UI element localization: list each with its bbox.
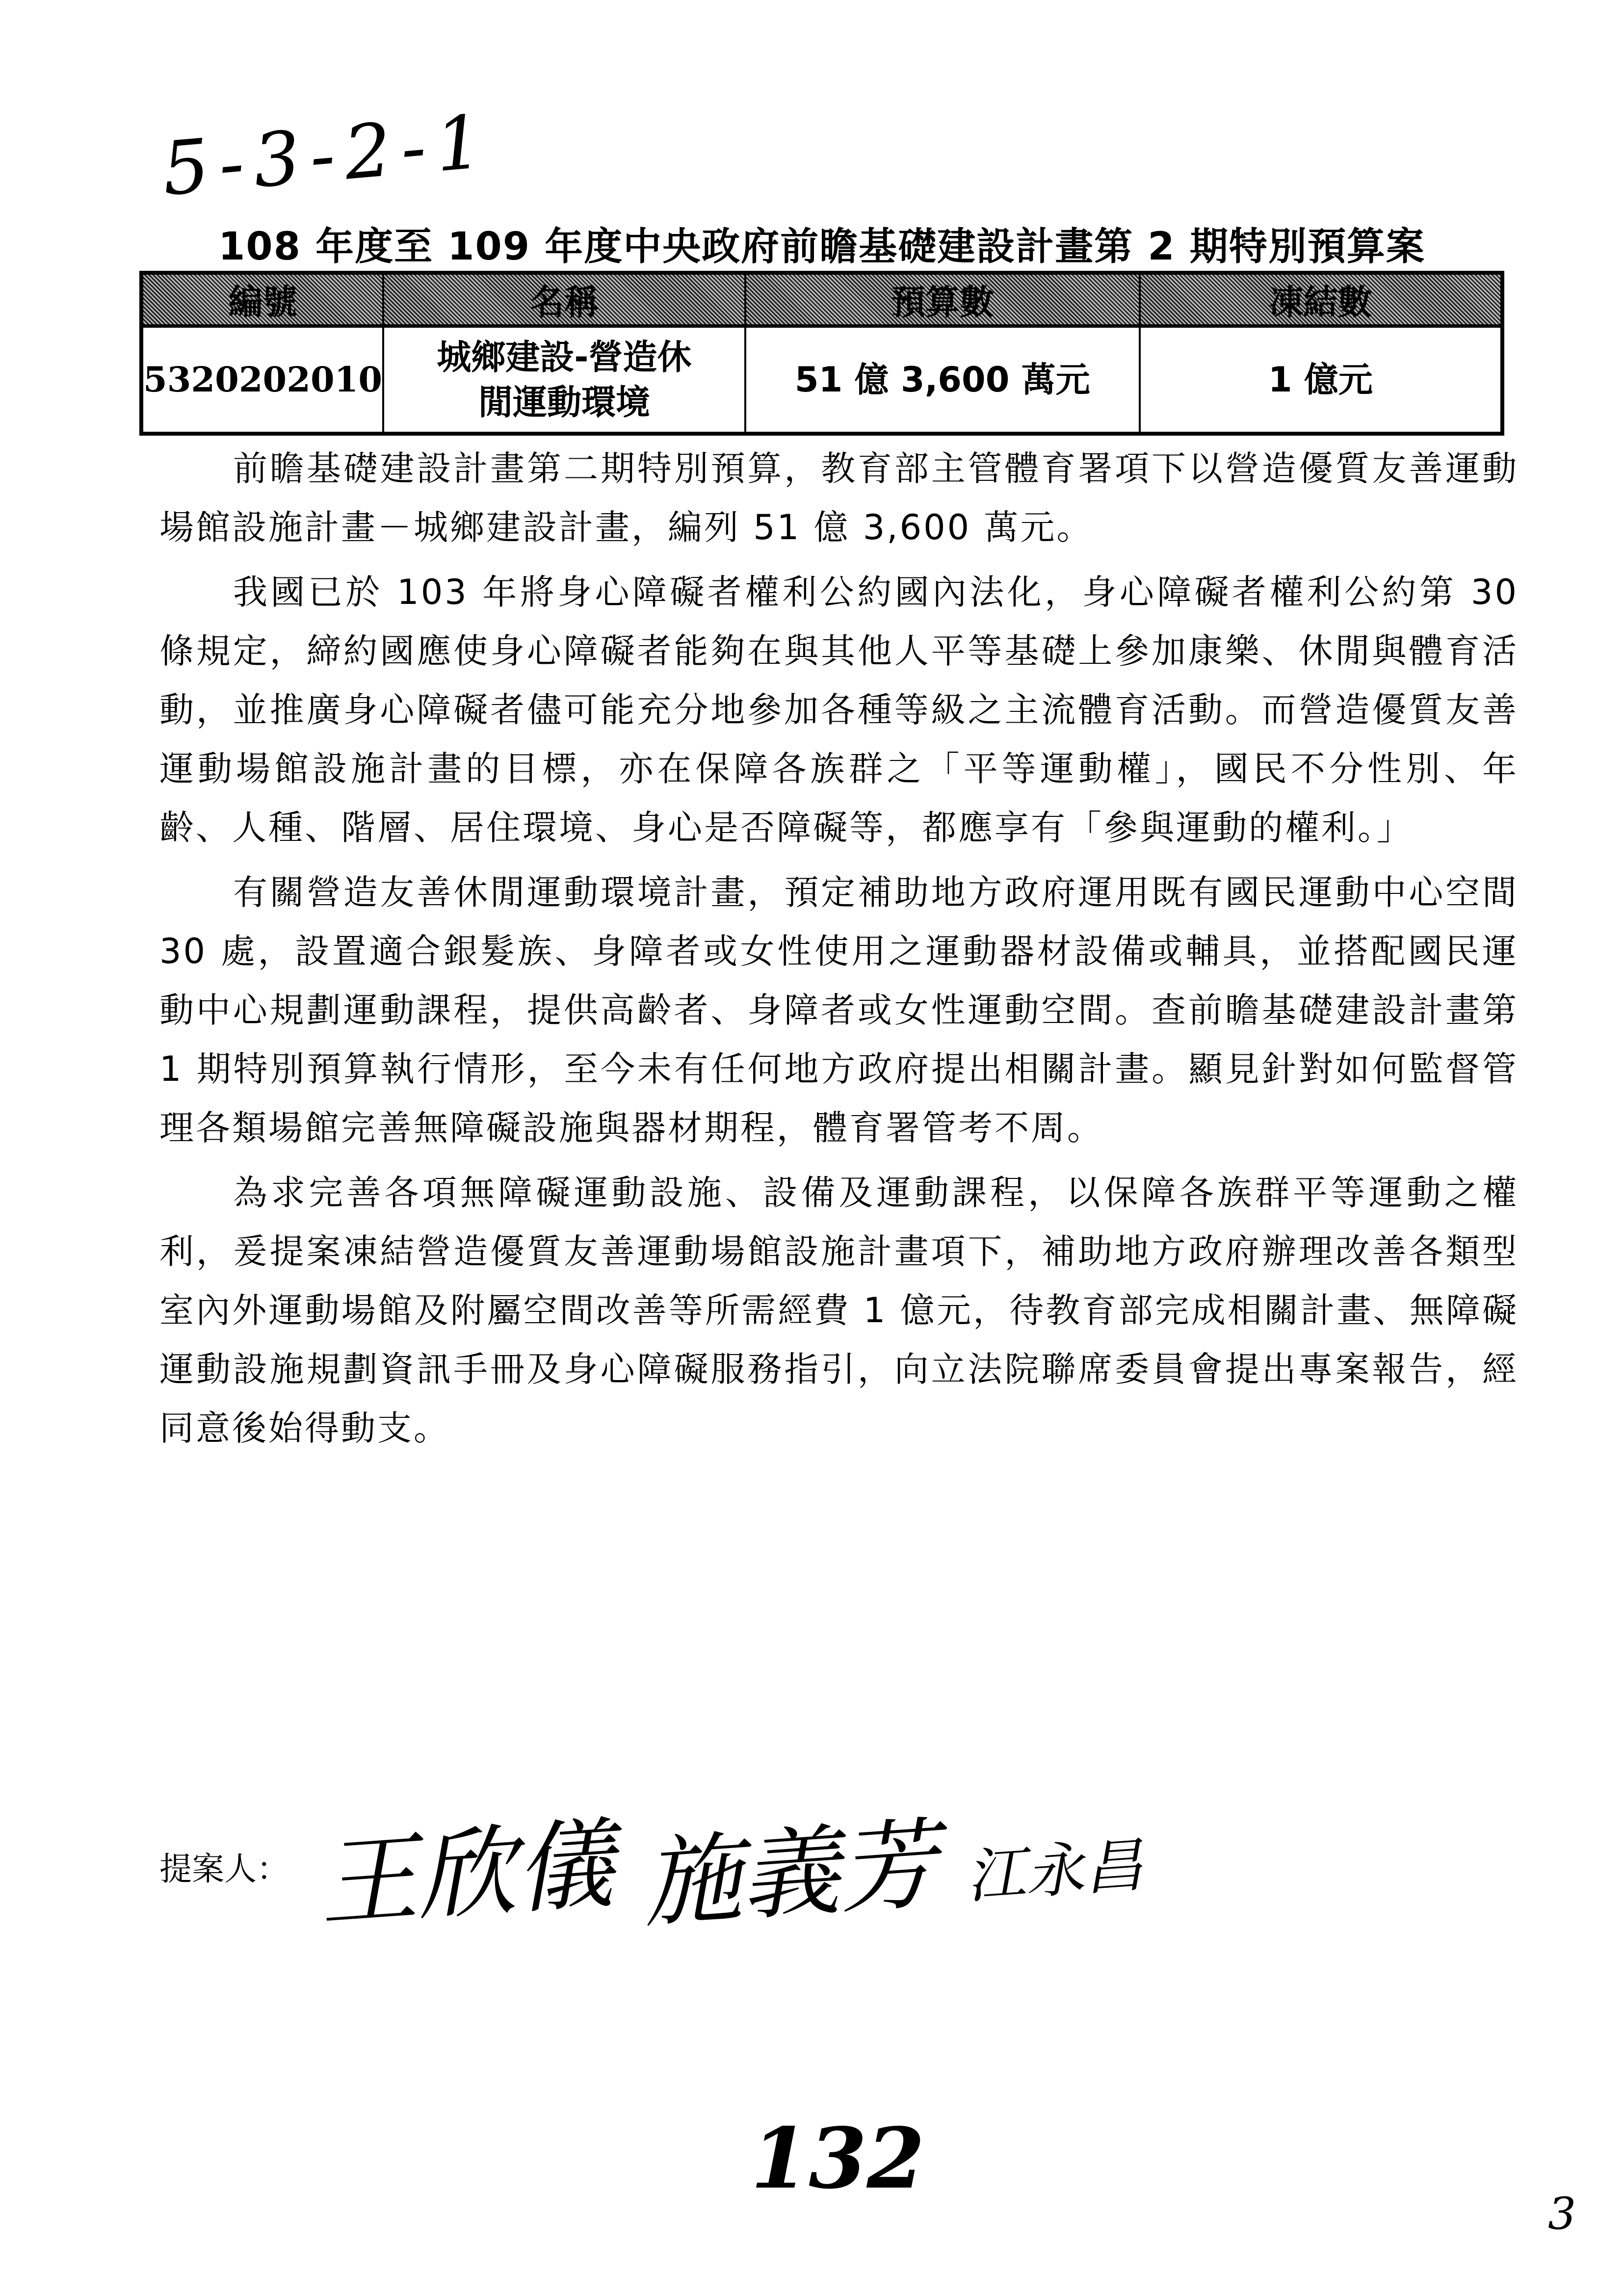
handwritten-file-number: 5-3-2-1 (158, 98, 496, 213)
cell-name (383, 326, 745, 434)
signature-2: 施義芳 (639, 1807, 941, 1942)
cell-budget: 51 億 3,600 萬元 (745, 326, 1140, 434)
header-code: 編號 (141, 273, 383, 326)
paragraph-2: 我國已於 103 年將身心障礙者權利公約國內法化，身心障礙者權利公約第 30 條規定，締約國應使身心障礙者能夠在與其他人平等基礎上參加康樂、休閒與體育活動，並推廣身心障礙者儘可能充分地參加各種等級之主流體育活動。而營造優質友善運動場館設施計畫的目標，亦在保障各族群之「平等運動權」，國民不分性別、年齡、人種、階層、居住環境、身心是否障礙等，都應享有「參與運動的權利。」 (159, 572, 1519, 848)
handwritten-sheet-number: 3 (1548, 2188, 1576, 2240)
paragraph-3: 有關營造友善休閒運動環境計畫，預定補助地方政府運用既有國民運動中心空間 30 處，設置適合銀髮族、身障者或女性使用之運動器材設備或輔具，並搭配國民運動中心規劃運動課程，提供高齡者、身障者或女性運動空間。查前瞻基礎建設計畫第 1 期特別預算執行情形，至今未有任何地方政府提出相關計畫。顯見針對如何監督管理各類場館完善無障礙設施與器材期程，體育署管考不周。 (159, 872, 1519, 1148)
cell-code: 5320202010 (141, 326, 383, 434)
header-name: 名稱 (383, 273, 745, 326)
proposers-section (159, 1796, 1146, 1942)
header-budget: 預算數 (745, 273, 1140, 326)
table-row (141, 326, 1502, 434)
table-header-row (141, 273, 1502, 326)
header-frozen: 凍結數 (1140, 273, 1502, 326)
budget-table (139, 271, 1504, 436)
proposers-label: 提案人： (159, 1850, 289, 1888)
cell-name-text: 城鄉建設-營造休閒運動環境 (437, 337, 692, 422)
paragraph-1: 前瞻基礎建設計畫第二期特別預算，教育部主管體育署項下以營造優質友善運動場館設施計畫－城鄉建設計畫，編列 51 億 3,600 萬元。 (159, 448, 1519, 548)
signature-3: 江永昌 (964, 1831, 1146, 1911)
paragraph-4: 為求完善各項無障礙運動設施、設備及運動課程，以保障各族群平等運動之權利，爰提案凍結營造優質友善運動場館設施計畫項下，補助地方政府辦理改善各類型室內外運動場館及附屬空間改善等所需經費 1 億元，待教育部完成相關計畫、無障礙運動設施規劃資訊手冊及身心障礙服務指引，向立法院聯席委員會提出專案報告，經同意後始得動支。 (159, 1173, 1519, 1448)
handwritten-page-number: 132 (751, 2110, 925, 2208)
document-title: 108 年度至 109 年度中央政府前瞻基礎建設計畫第 2 期特別預算案 (218, 225, 1425, 269)
cell-frozen: 1 億元 (1140, 326, 1502, 434)
signature-1: 王欣儀 (315, 1807, 617, 1942)
body-text (159, 439, 1519, 1463)
